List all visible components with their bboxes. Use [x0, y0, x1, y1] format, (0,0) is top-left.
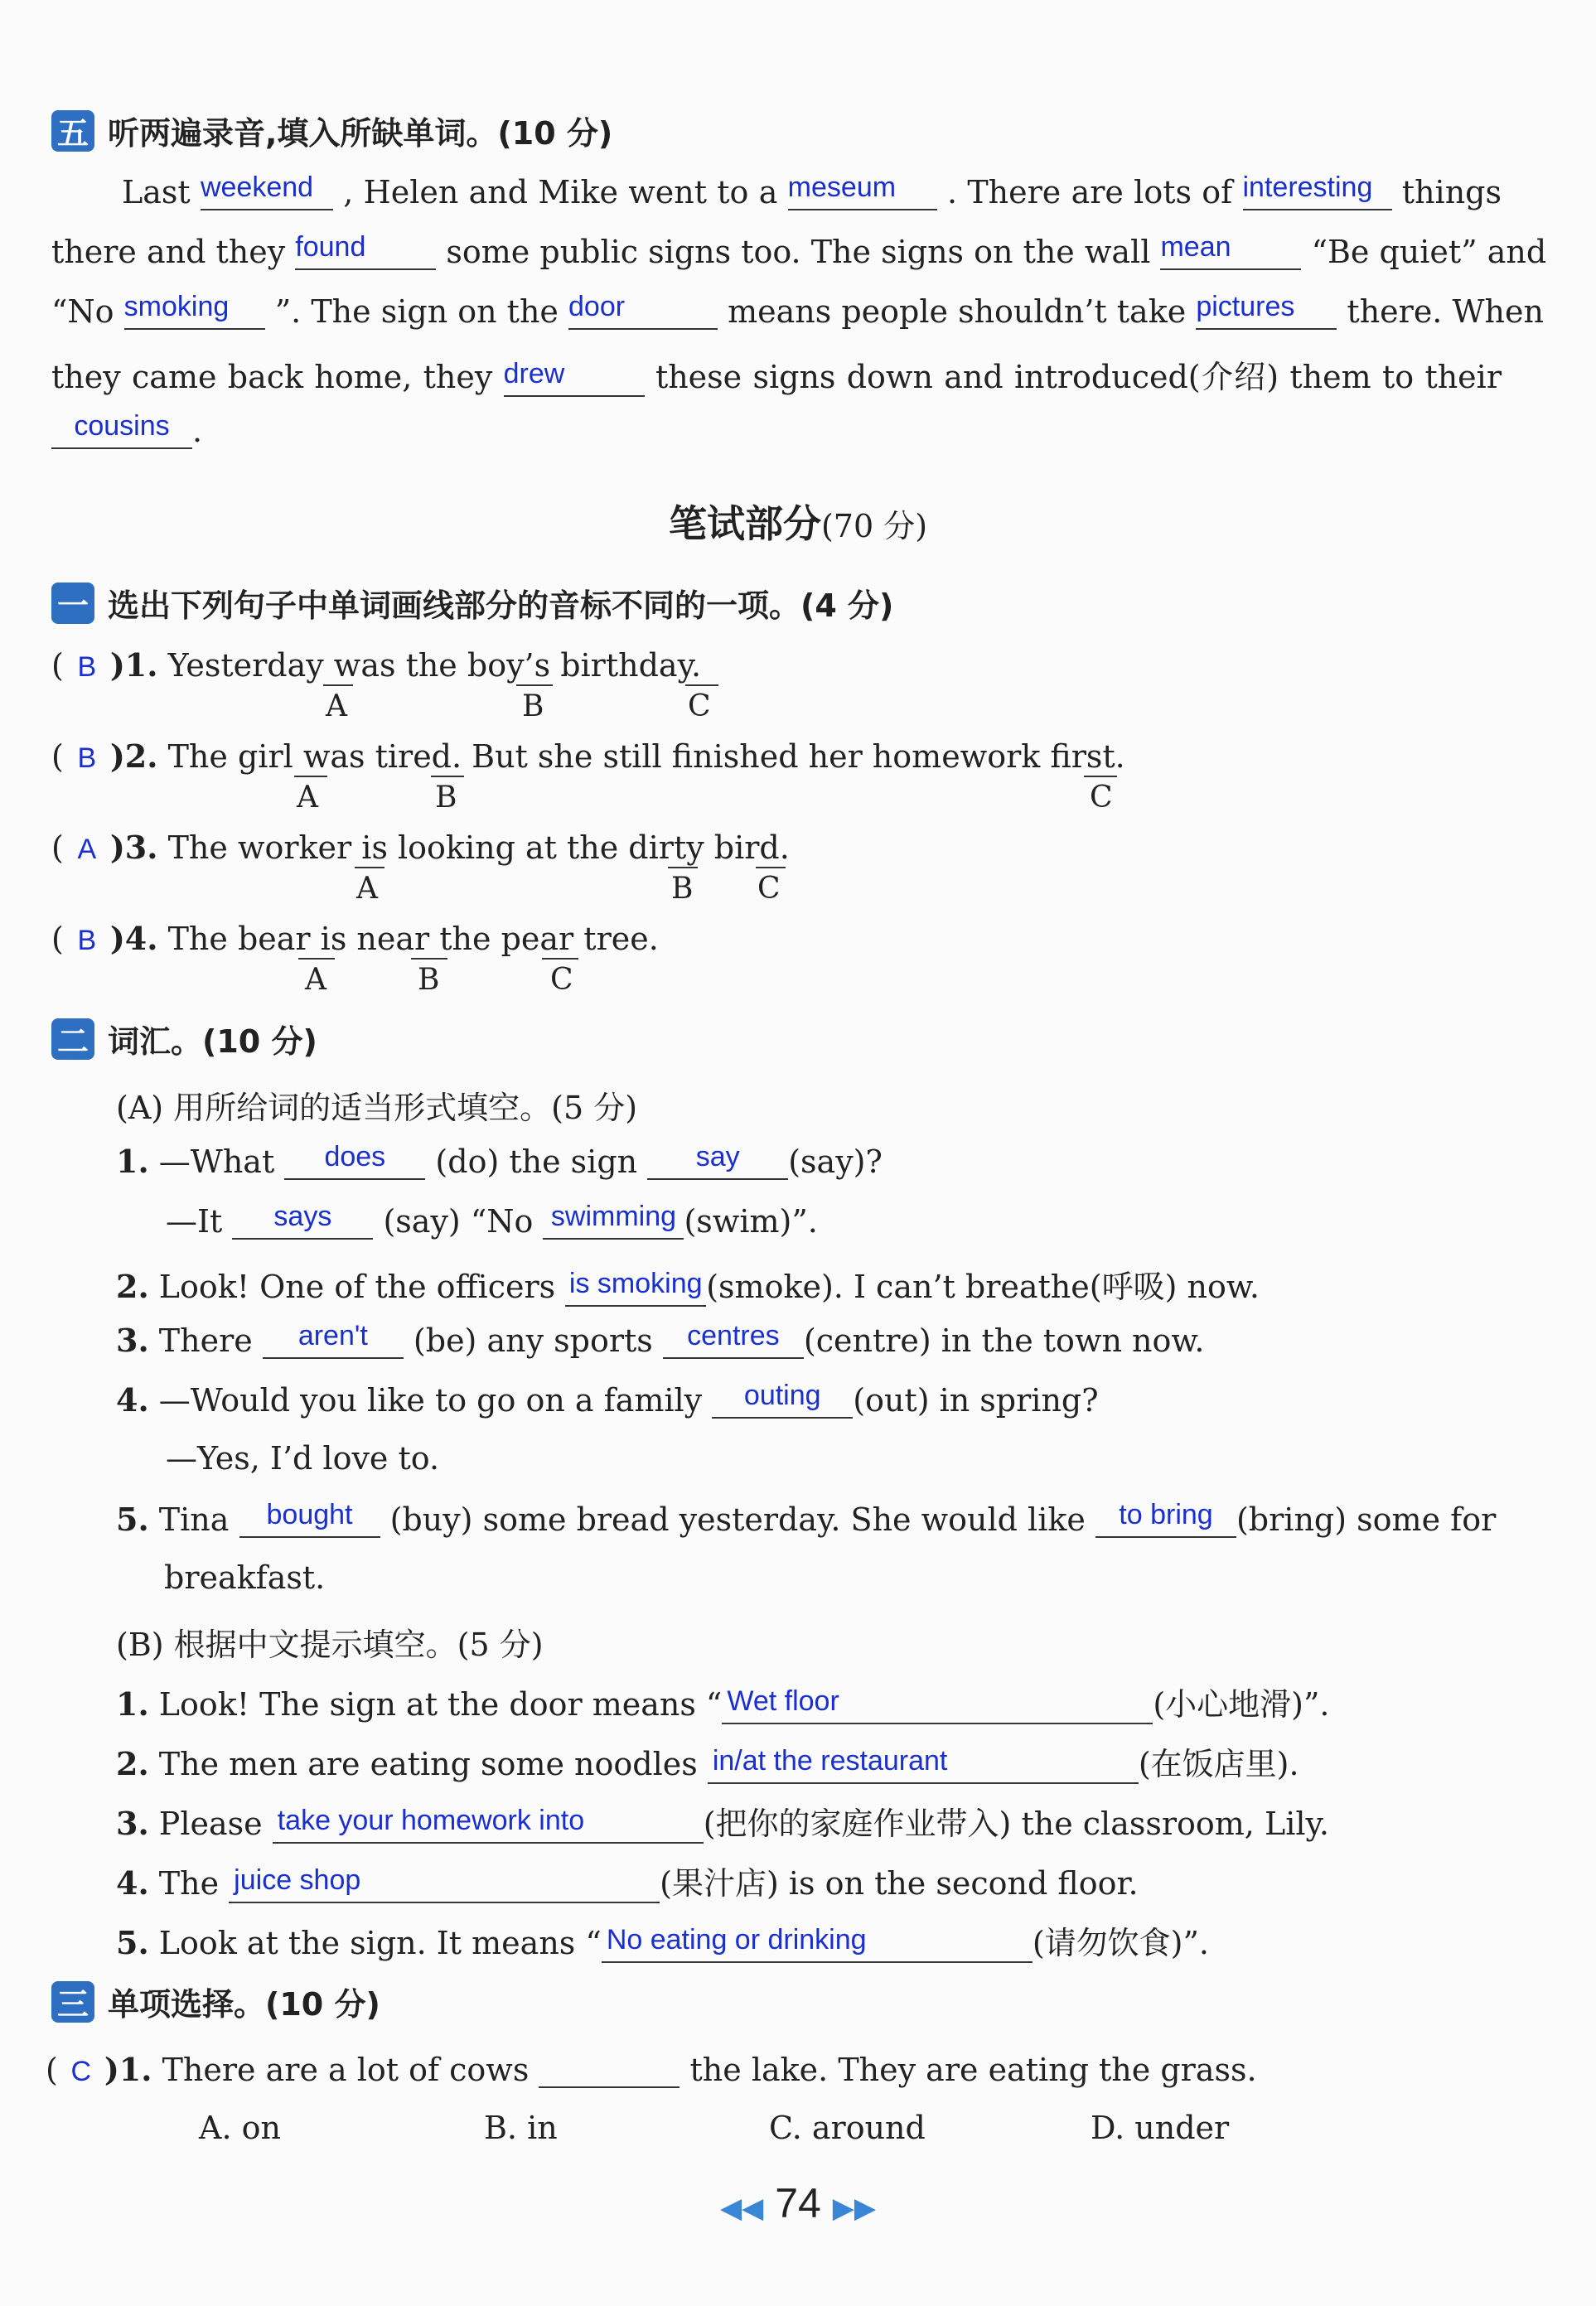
section-badge: 三 [51, 1981, 94, 2023]
answer-blank[interactable]: interesting [1243, 172, 1392, 210]
option-letter: C [1090, 781, 1113, 815]
phonetic-question-3: ( A )3. The worker is looking at the dirty bird. [51, 829, 790, 866]
section-2-header [51, 1016, 317, 1061]
underline [756, 867, 786, 868]
answer-blank[interactable]: say [647, 1142, 788, 1180]
underline [1084, 776, 1117, 777]
answer-blank[interactable]: outing [712, 1380, 853, 1419]
option-letter: B [522, 689, 544, 723]
answer-blank[interactable]: says [232, 1201, 373, 1240]
option-a: A. on [199, 2110, 281, 2146]
option-letter: A [356, 872, 378, 906]
prev-arrows-icon: ◀◀ [719, 2192, 764, 2224]
answer-blank[interactable]: found [295, 232, 436, 270]
answer-choice: C [70, 2056, 92, 2087]
answer-blank[interactable]: centres [663, 1321, 804, 1359]
answer-blank[interactable] [539, 2050, 680, 2088]
underline [542, 958, 578, 960]
vocab-b-1: 1. Look! The sign at the door means “ Wet floor (小心地滑)”. [116, 1685, 1330, 1723]
section-3-header [51, 1979, 380, 2024]
option-d: D. under [1091, 2110, 1230, 2146]
part-b-title: (B) 根据中文提示填空。(5 分) [116, 1627, 544, 1663]
option-b: B. in [484, 2110, 558, 2146]
answer-choice: B [77, 651, 97, 683]
section-title: 听两遍录音,填入所缺单词。(10 分) [108, 115, 613, 152]
section-5-header [51, 108, 612, 153]
underline [355, 867, 384, 868]
vocab-a-2: 2. Look! One of the officers is smoking (smoke). I can’t breathe(呼吸) now. [116, 1268, 1260, 1305]
answer-blank[interactable]: mean [1160, 232, 1301, 270]
section-title: 选出下列句子中单词画线部分的音标不同的一项。(4 分) [108, 587, 894, 624]
vocab-a-4: 4. —Would you like to go on a family outing (out) in spring? [116, 1380, 1099, 1419]
option-c: C. around [769, 2110, 926, 2146]
choice-question-1: ( C )1. There are a lot of cows the lake. They are eating the grass. [46, 2051, 1257, 2088]
option-letter: C [550, 963, 573, 997]
option-letter: B [418, 963, 440, 997]
vocab-a-5b: breakfast. [164, 1559, 326, 1596]
answer-blank[interactable]: is smoking [565, 1269, 706, 1307]
part-a-title: (A) 用所给词的适当形式填空。(5 分) [116, 1090, 638, 1126]
answer-blank[interactable]: bought [239, 1500, 380, 1538]
section-badge: 二 [51, 1018, 94, 1060]
answer-blank[interactable]: aren't [263, 1321, 404, 1359]
option-letter: B [435, 781, 457, 815]
vocab-b-2: 2. The men are eating some noodles in/at the restaurant (在饭店里). [116, 1745, 1299, 1782]
answer-blank[interactable]: door [568, 292, 718, 330]
answer-blank[interactable]: take your homework into [273, 1806, 704, 1844]
answer-choice: B [77, 742, 97, 774]
underline [323, 684, 353, 686]
phonetic-question-4: ( B )4. The bear is near the pear tree. [51, 920, 659, 957]
underline [685, 684, 718, 686]
answer-blank[interactable]: swimming [543, 1201, 684, 1240]
vocab-a-1b: —It says (say) “No swimming (swim)”. [166, 1201, 818, 1240]
underline [294, 776, 327, 777]
answer-blank[interactable]: weekend [201, 172, 333, 210]
page-number: ◀◀ 74 ▶▶ [719, 2180, 877, 2226]
vocab-b-4: 4. The juice shop (果汁店) is on the second floor. [116, 1864, 1139, 1902]
underline [431, 776, 464, 777]
answer-choice: B [77, 925, 97, 956]
answer-blank[interactable]: pictures [1196, 292, 1337, 330]
listening-line-1: Last weekend , Helen and Mike went to a meseum . There are lots of interesting things [122, 172, 1502, 210]
vocab-a-3: 3. There aren't (be) any sports centres (centre) in the town now. [116, 1320, 1205, 1359]
answer-blank[interactable]: cousins [51, 411, 192, 449]
answer-blank[interactable]: does [284, 1142, 425, 1180]
vocab-a-1: 1. —What does (do) the sign say (say)? [116, 1141, 883, 1180]
listening-line-4: they came back home, they drew these signs down and introduced(介绍) them to their [51, 358, 1502, 395]
listening-line-2: there and they found some public signs too. The signs on the wall mean “Be quiet” and [51, 231, 1547, 270]
section-1-header [51, 580, 893, 626]
section-badge: 五 [51, 110, 94, 152]
vocab-a-5: 5. Tina bought (buy) some bread yesterday. She would like to bring (bring) some for [116, 1499, 1497, 1538]
answer-blank[interactable]: juice shop [229, 1865, 660, 1903]
underline [411, 958, 447, 960]
option-letter: A [326, 689, 347, 723]
underline [298, 958, 335, 960]
listening-line-3: “No smoking ”. The sign on the door means people shouldn’t take pictures there. When [51, 291, 1544, 330]
answer-blank[interactable]: in/at the restaurant [708, 1746, 1139, 1784]
answer-blank[interactable]: smoking [124, 292, 265, 330]
answer-blank[interactable]: drew [504, 359, 645, 397]
phonetic-question-1: ( B )1. Yesterday was the boy’s birthday. [51, 646, 702, 684]
vocab-b-3: 3. Please take your homework into (把你的家庭作业带入) the classroom, Lily. [116, 1805, 1330, 1842]
option-letter: A [297, 781, 318, 815]
phonetic-question-2: ( B )2. The girl was tired. But she still finished her homework first. [51, 737, 1125, 775]
section-title: 词汇。(10 分) [108, 1023, 317, 1060]
answer-blank[interactable]: No eating or drinking [602, 1925, 1033, 1963]
answer-blank[interactable]: Wet floor [722, 1686, 1153, 1724]
listening-line-5: cousins . [51, 411, 202, 449]
vocab-a-4b: —Yes, I’d love to. [166, 1440, 440, 1477]
section-badge: 一 [51, 583, 94, 624]
answer-blank[interactable]: meseum [788, 172, 937, 210]
answer-blank[interactable]: to bring [1095, 1500, 1236, 1538]
underline [668, 867, 698, 868]
next-arrows-icon: ▶▶ [832, 2192, 877, 2224]
option-letter: C [757, 872, 781, 906]
section-title: 单项选择。(10 分) [108, 1986, 380, 2023]
option-letter: B [671, 872, 694, 906]
written-part-title: 笔试部分(70 分) [668, 501, 928, 546]
answer-choice: A [77, 834, 97, 865]
option-letter: A [305, 963, 326, 997]
option-letter: C [688, 689, 711, 723]
underline [516, 684, 553, 686]
vocab-b-5: 5. Look at the sign. It means “ No eating or drinking (请勿饮食)”. [116, 1924, 1209, 1961]
